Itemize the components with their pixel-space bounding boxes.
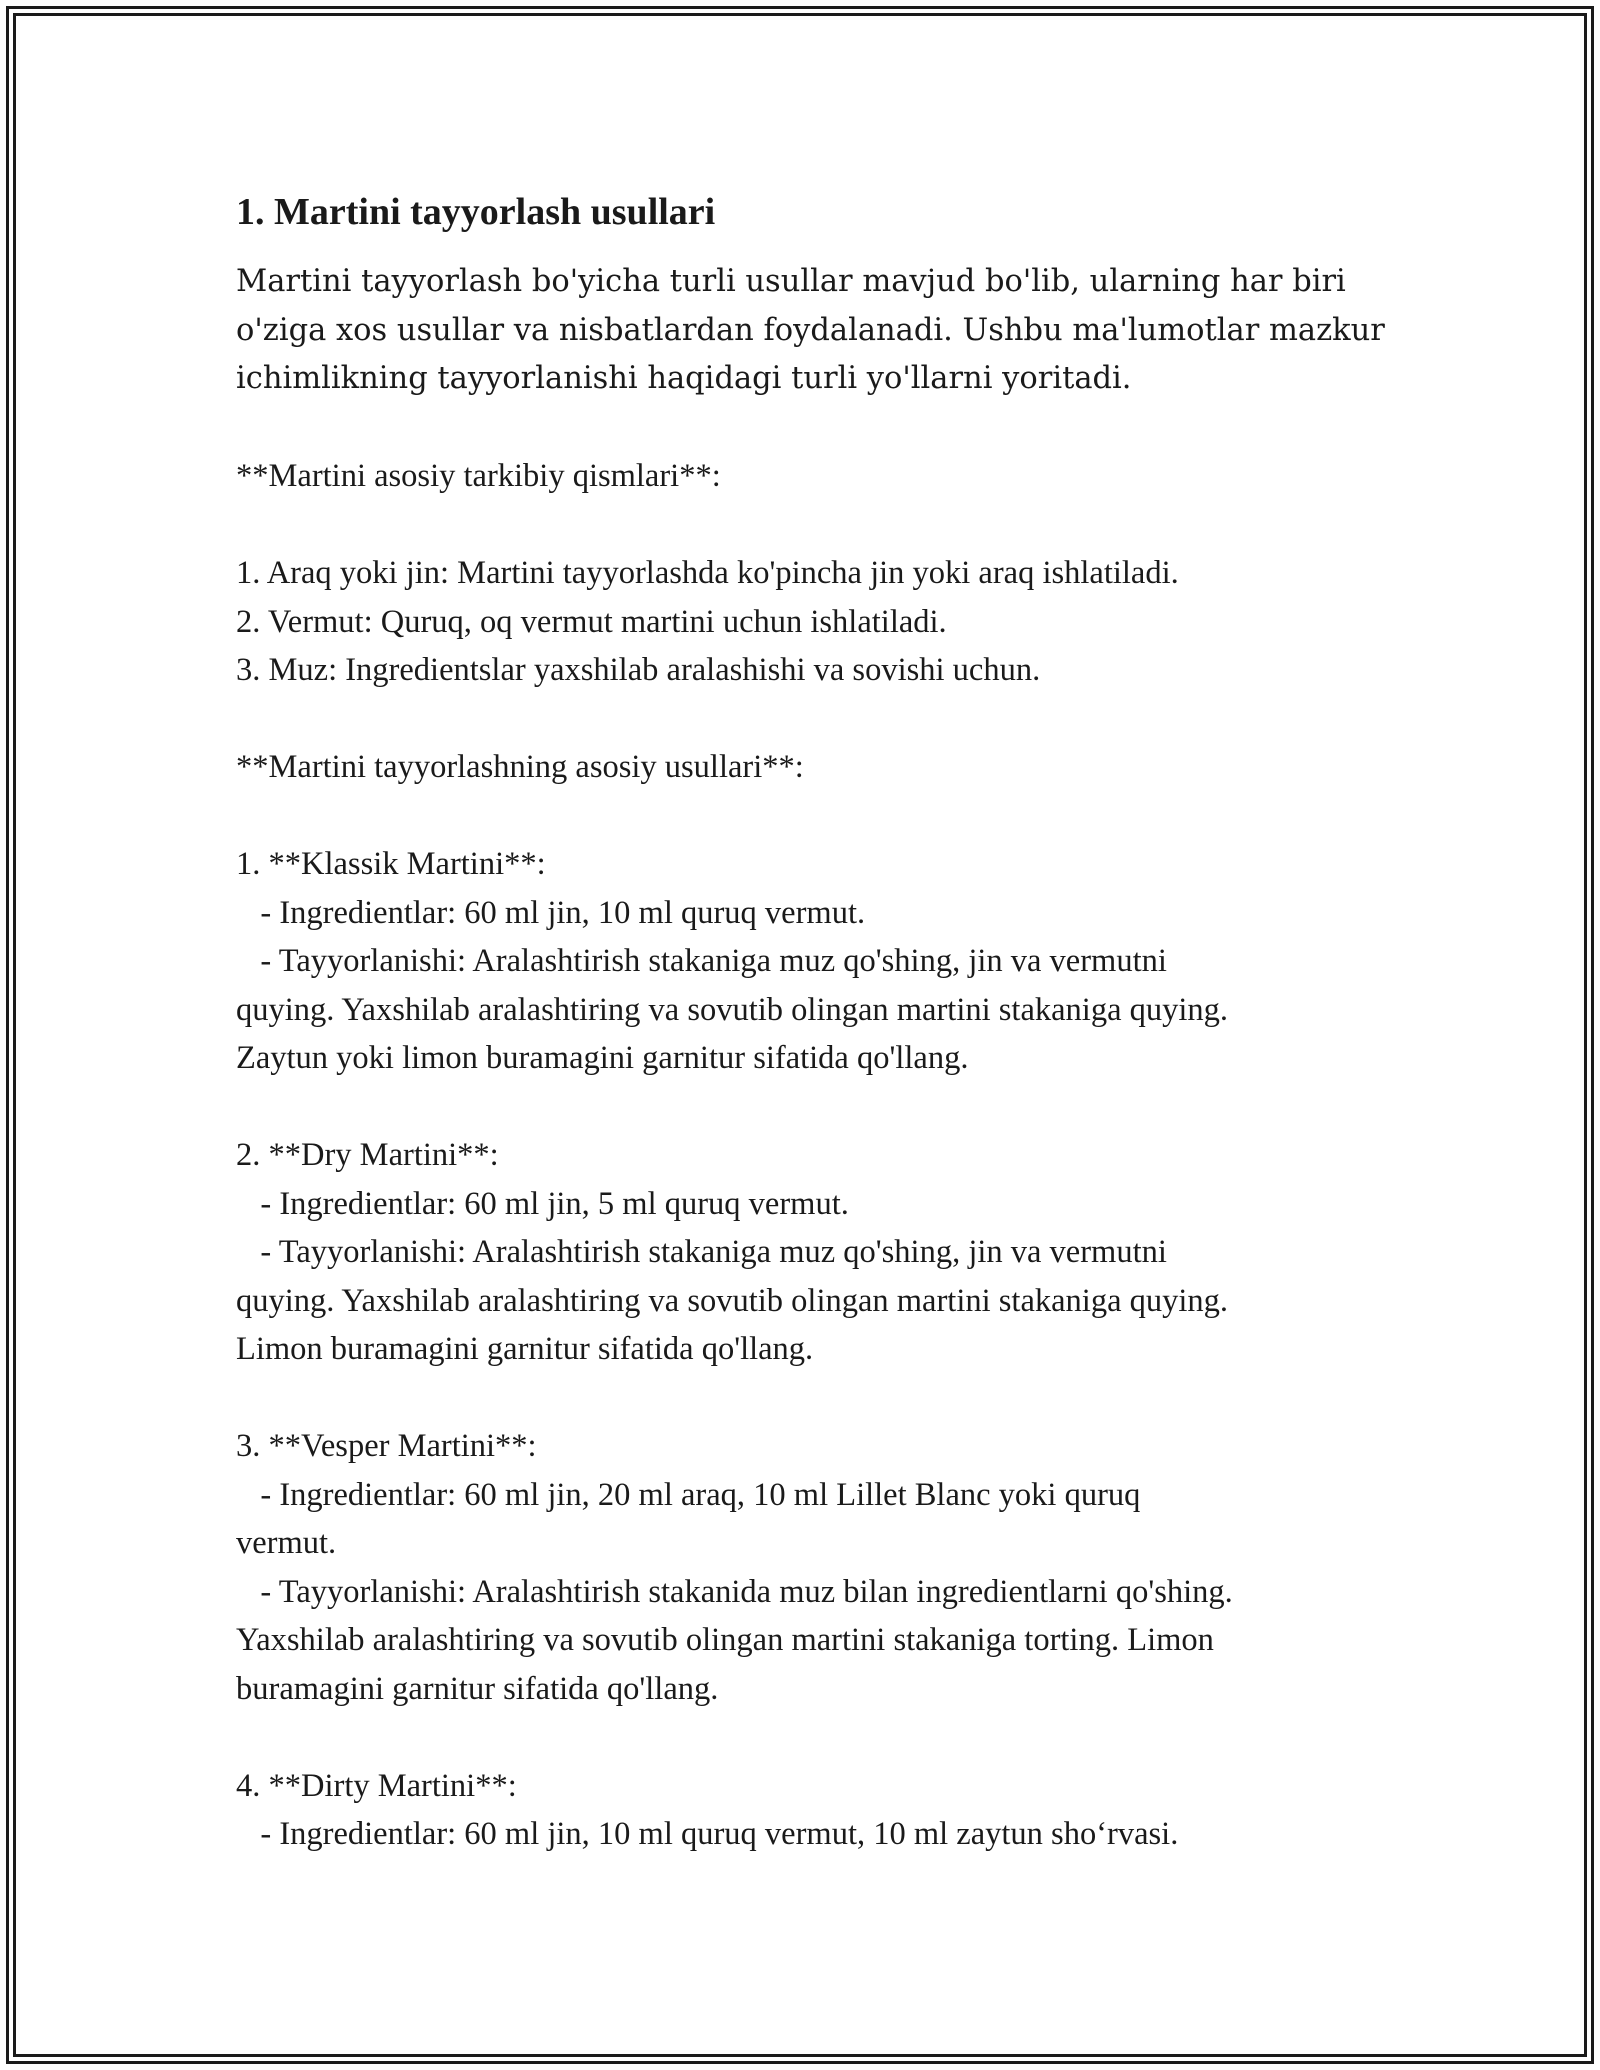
- intro-paragraph: Martini tayyorlash bo'yicha turli usullar mavjud bo'lib, ularning har biri o'ziga xos usullar va nisbatlardan foydalanadi. Ushbu ma'lumotlar mazkur ichimlikning tayyorlanishi haqidagi turli yo'llarni yoritadi.: [236, 264, 1385, 396]
- document-title: 1. Martini tayyorlash usullari: [236, 191, 716, 233]
- recipe-body: **Martini asosiy tarkibiy qismlari**: 1. Araq yoki jin: Martini tayyorlashda ko'pincha jin yoki araq ishlatiladi. 2. Vermut: Quruq, oq vermut martini uchun ishlatiladi. 3. Muz: Ingredientslar yaxshilab aralashishi va sovishi uchun. **Martini tayyorlashning asosiy usullari**: 1. **Klassik Martini**: - Ingredientlar: 60 ml jin, 10 ml quruq vermut. - Tayyorlanishi: Aralashtirish stakaniga muz qo'shing, jin va vermutni quying. Yaxshilab aralashtiring va sovutib olingan martini stakaniga quying. Zaytun yoki limon buramagini garnitur sifatida qo'llang. 2. **Dry Martini**: - Ingredientlar: 60 ml jin, 5 ml quruq vermut. - Tayyorlanishi: Aralashtirish stakaniga muz qo'shing, jin va vermutni quying. Yaxshilab aralashtiring va sovutib olingan martini stakaniga quying. Limon buramagini garnitur sifatida qo'llang. 3. **Vesper Martini**: - Ingredientlar: 60 ml jin, 20 ml araq, 10 ml Lillet Blanc yoki quruq vermut. - Tayyorlanishi: Aralashtirish stakanida muz bilan ingredientlarni qo'shing. Yaxshilab aralashtiring va sovutib olingan martini stakaniga torting. Limon buramagini garnitur sifatida qo'llang. 4. **Dirty Martini**: - Ingredientlar: 60 ml jin, 10 ml quruq vermut, 10 ml zaytun sho‘rvasi.: [236, 458, 1233, 1852]
- document-content: [236, 188, 1386, 1859]
